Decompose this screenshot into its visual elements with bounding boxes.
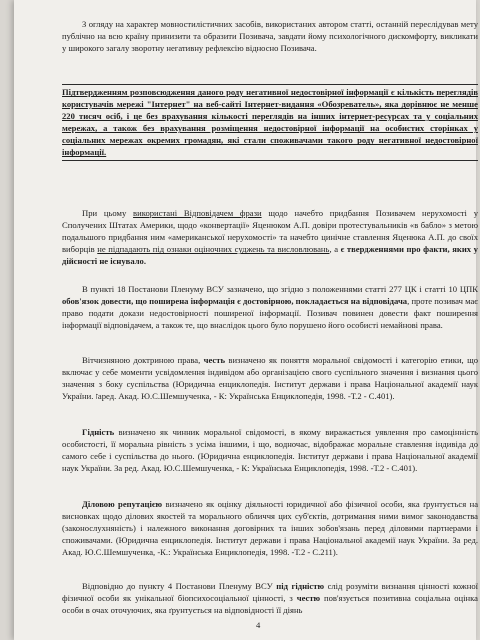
p3-text-underlined-not-opinions: не підпадають під ознаки оціночних суджень та висловлювань <box>97 244 330 255</box>
p3-text-bold-facts: є твердженнями про факти, яких у дійсності не існувало. <box>62 244 478 267</box>
p7-text-b: визначено як оцінку діяльності юридичної або фізичної особи, яка ґрунтується на висновках щодо ділових якостей та морального обличчя цих суб'єктів, дотримання ними вимог законодавства (законослухняність) і належного виконання договірних та інших зобов'язань перед діловими партнерами і споживачами. (Юридична енциклопедія. Інститут держави і права Національної академії наук України. За ред. Акад. Ю.С.Шемшученка, -К.: Українська Енциклопедія, 1998. -Т.2 - С.211). <box>62 499 479 558</box>
p8-text-a: Відповідно до пункту 4 Постанови Пленуму ВСУ <box>82 581 277 591</box>
p8-text-e: пов'язується позитивна соціальна оцінка особи в очах оточуючих, яка ґрунтується на відповідності її діянь <box>62 593 478 616</box>
paragraph-5 <box>62 354 478 402</box>
p3-text-c: щодо начебто придбання Позивачем нерухомості у Сполучених Штатах Америки, щодо «конвертації» Яценюком А.П. довіри протестувальників «в бабло» з метою подальшого придбання ним «американської нерухомості» та начебто цинічне ставлення Яценюка А.П. до своїх виборців <box>62 208 478 255</box>
p4-text-c: , проте позивач має право подати докази недостовірності поширеної інформації. Позивач повинен довести факт поширення інформації відповідачем, а також те, що внаслідок цього було порушено його особисті немайнові права. <box>62 296 478 331</box>
paragraph-3 <box>62 207 478 267</box>
p6-text-b: визначено як чинник моральної свідомості, в якому виражається уявлення про самоцінність особистості, її моральна рівність з усіма іншими, і що, водночас, відображає моральне ставлення індивіда до самого себе і суспільства до нього. (Юридична енциклопедія. Інститут держави і права Національної академії наук України. За ред. Акад. Ю.С.Шемшученка, - К: Українська Енциклопедія, 1998. -Т.2 - С.401). <box>62 427 478 474</box>
page-number: 4 <box>256 620 261 630</box>
p3-text-underlined-phrases: використані Відповідачем фрази <box>133 208 262 218</box>
paragraph-6 <box>62 426 478 474</box>
p8-text-c: слід розуміти визнання цінності кожної фізичної особи як унікальної біопсихосоціальної цінності, з <box>62 581 479 604</box>
p5-text-c: визначено як поняття моральної свідомості і категорію етики, що включає у себе моменти усвідомлення індивідом або організацією свого суспільного значення і визнання цього значення з боку суспільства (Юридична енциклопедія. Інститут держави і права Національної академії наук України. זаред. Акад. Ю.С.Шемшученка, - К: Українська Енциклопедія, 1998. -Т.2 - С.401). <box>62 355 478 402</box>
paragraph-2-highlight <box>62 84 478 161</box>
p7-text-bold-reputation: Діловою репутацією <box>82 499 163 509</box>
paragraph-1 <box>62 18 478 54</box>
p8-text-bold-dignity: під гідністю <box>276 581 325 591</box>
paragraph-8 <box>62 580 478 616</box>
document-page <box>14 0 479 640</box>
p5-text-bold-honor: честь <box>203 355 226 365</box>
p4-text-a: В пункті 18 Постанови Пленуму ВСУ зазначено, що згідно з положеннями статті 277 ЦК і статті 10 ЦПК <box>82 284 478 294</box>
paragraph-1-text: З огляду на характер мовностилістичних засобів, використаних автором статті, останній переслідував мету публічно на всю країну принизити та образити Позивача, завдати йому психологічного дискомфорту, викликати у широкого загалу зворотну негативну рефлексію відносно Позивача. <box>62 19 478 54</box>
p5-text-a: Вітчизняною доктриною права, <box>82 355 204 365</box>
p3-text-a: При цьому <box>82 208 134 218</box>
p6-text-bold-dignity: Гідність <box>82 427 115 437</box>
p4-text-bold-burden: обов'язок довести, що поширена інформація є достовірною, покладається на відповідача <box>62 296 408 307</box>
p8-text-bold-honor: честю <box>296 593 321 604</box>
paragraph-2-text: Підтвердженням розповсюдження даного роду негативної недостовірної інформації є кількість переглядів користувачів мережі "Інтернет" на веб-сайті Інтернет-видання «Обозреватель», яка дорівнює не менше 220 тисяч осіб, і це без врахування кількості переглядів на інших інтернет-ресурсах та у соціальних мережах, а також без врахування розміщення недостовірної інформації на особистих сторінках у соціальних мережах окремих громадян, які стали споживачами такого роду негативної недостовірної інформації. <box>62 87 478 158</box>
paragraph-4 <box>62 283 478 331</box>
paragraph-7 <box>62 498 478 558</box>
p3-text-e: , а <box>329 244 341 255</box>
